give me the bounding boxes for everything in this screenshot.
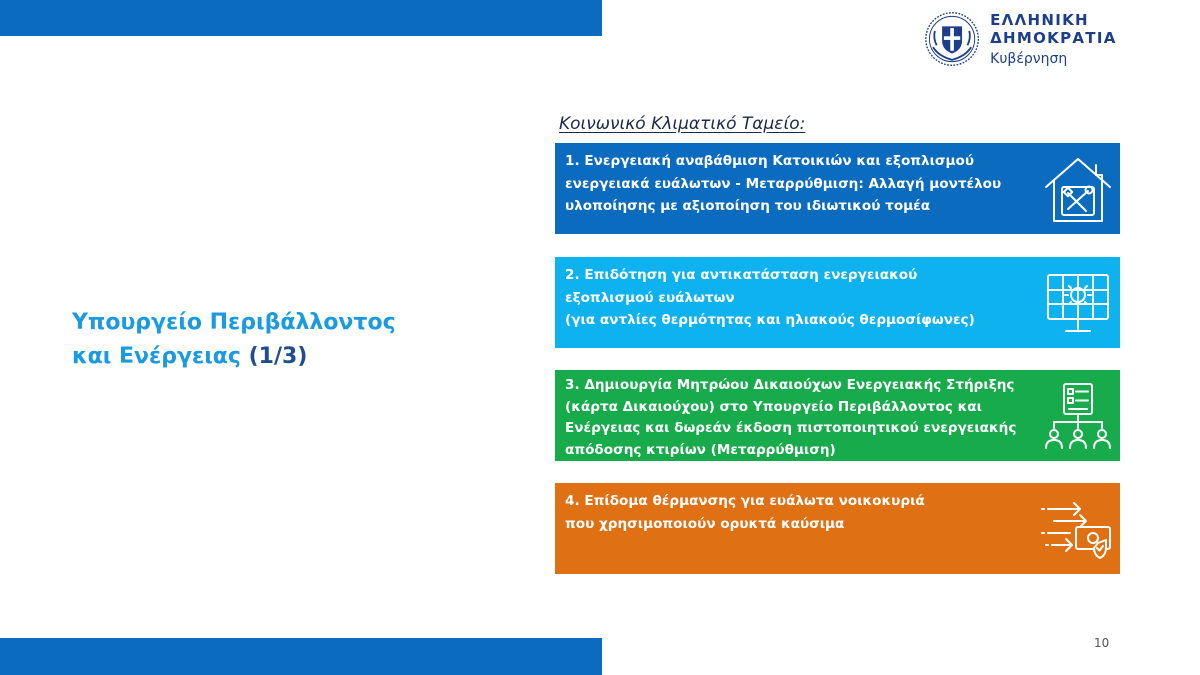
card-line: (για αντλίες θερμότητας και ηλιακούς θερμοσίφωνες) — [565, 312, 975, 328]
measure-card-1 — [555, 143, 1120, 234]
solar-panel-icon — [1040, 265, 1116, 341]
org-title: ΕΛΛΗΝΙΚΗ ΔΗΜΟΚΡΑΤΙΑ — [990, 10, 1117, 47]
ministry-line-1: Υπουργείο Περιβάλλοντος — [72, 310, 396, 335]
registry-people-icon — [1040, 378, 1116, 454]
ministry-line-2: και Ενέργειας — [72, 344, 241, 369]
measure-card-text — [565, 490, 1045, 535]
measure-card-text — [565, 150, 1045, 218]
measure-card-text — [565, 264, 1045, 332]
card-line: που χρησιμοποιούν ορυκτά καύσιμα — [565, 515, 845, 532]
government-logo — [924, 8, 1200, 70]
card-line: 3. Δημιουργία Μητρώου Δικαιούχων Ενεργειακής Στήριξης — [565, 377, 1015, 393]
measure-card-text — [565, 375, 1025, 461]
top-accent-bar — [0, 0, 602, 36]
card-line: απόδοσης κτιρίων (Μεταρρύθμιση) — [565, 441, 836, 458]
card-line: (κάρτα Δικαιούχου) στο Υπουργείο Περιβάλλοντος και — [565, 398, 982, 415]
house-tools-icon — [1040, 151, 1116, 227]
measure-card-2 — [555, 257, 1120, 348]
part-indicator: (1/3) — [248, 344, 308, 369]
card-line: Ενέργειας και δωρεάν έκδοση πιστοποιητικού ενεργειακής — [565, 420, 1017, 436]
greek-coat-of-arms-icon — [924, 8, 980, 70]
org-subtitle: Κυβέρνηση — [990, 50, 1068, 67]
card-line: εξοπλισμού ευάλωτων — [565, 289, 735, 306]
measure-card-4 — [555, 483, 1120, 574]
card-line: υλοποίησης με αξιοποίηση του ιδιωτικού τομέα — [565, 198, 931, 214]
bottom-accent-bar — [0, 638, 602, 675]
card-line: 1. Ενεργειακή αναβάθμιση Κατοικιών και εξοπλισμού — [565, 153, 975, 169]
card-line: ενεργειακά ευάλωτων - Μεταρρύθμιση: Αλλαγή μοντέλου — [565, 175, 1002, 192]
card-line: 2. Επιδότηση για αντικατάσταση ενεργειακού — [565, 267, 918, 283]
page-number: 10 — [1094, 636, 1110, 650]
ministry-heading — [72, 306, 396, 374]
money-transfer-icon — [1040, 491, 1116, 567]
fund-title: Κοινωνικό Κλιματικό Ταμείο: — [559, 114, 806, 134]
measure-card-3 — [555, 370, 1120, 461]
card-line: 4. Επίδομα θέρμανσης για ευάλωτα νοικοκυριά — [565, 493, 925, 509]
